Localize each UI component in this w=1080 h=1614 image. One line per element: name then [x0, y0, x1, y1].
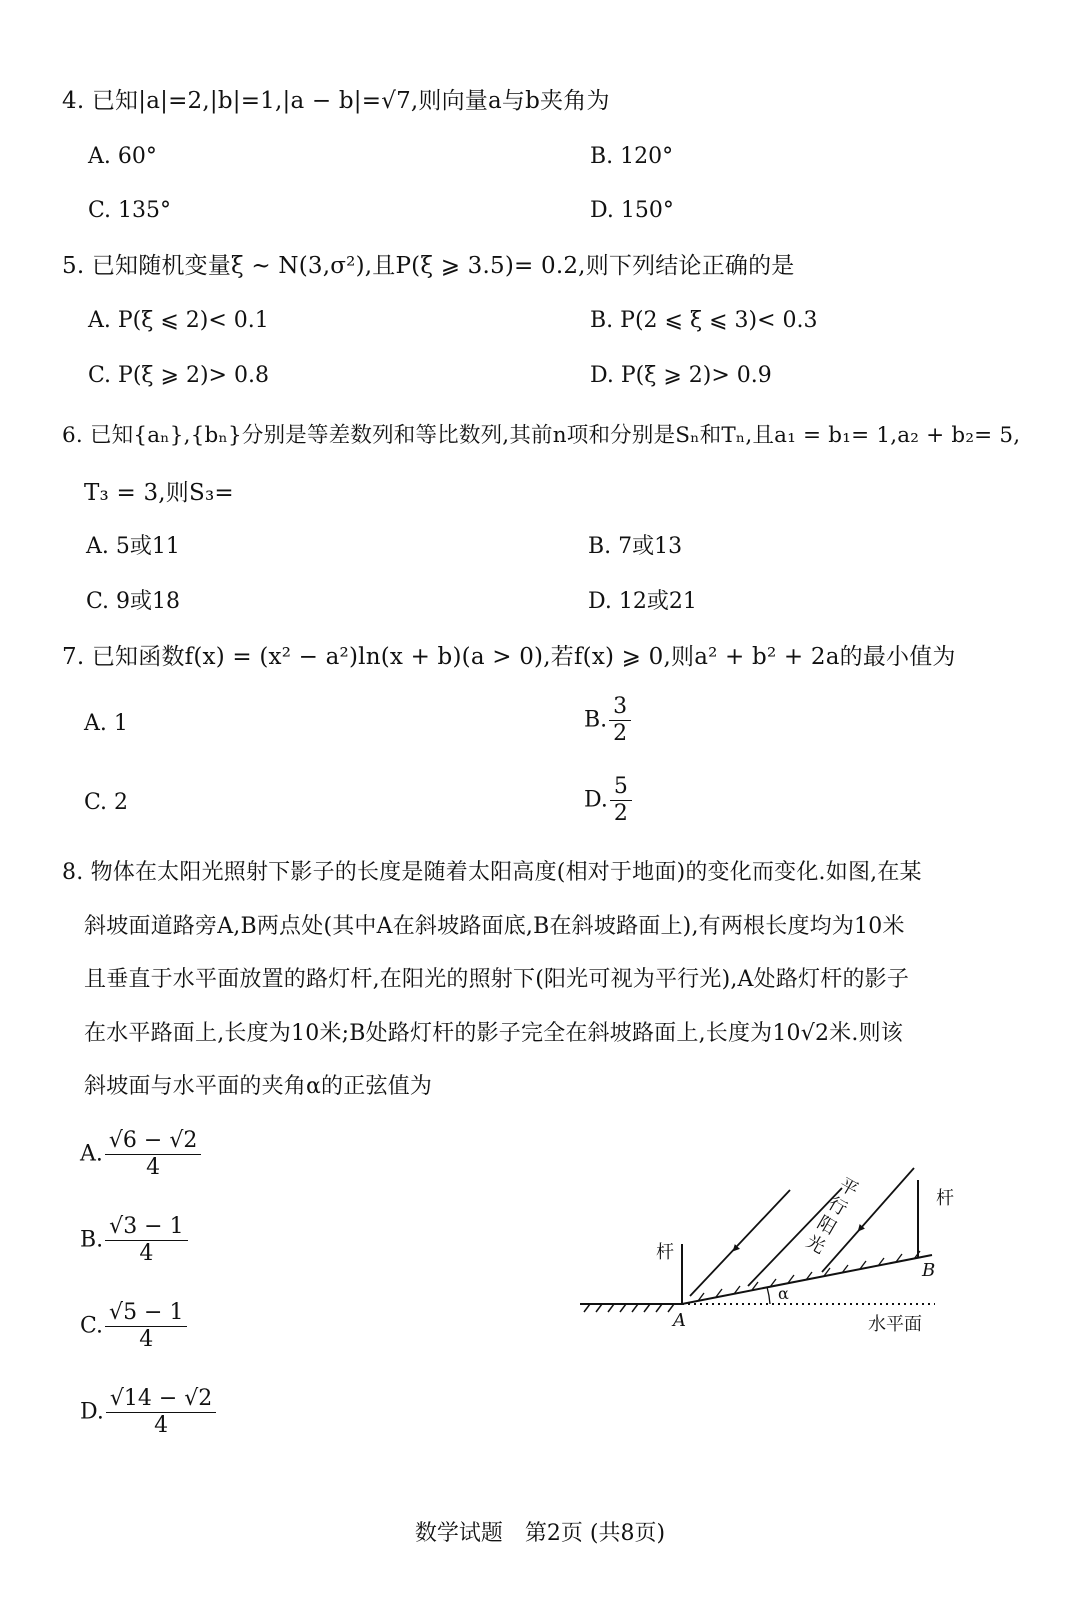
q8-option-c-denominator: 4: [139, 1327, 154, 1352]
q8-option-b-denominator: 4: [139, 1241, 154, 1266]
q8-option-d-denominator: 4: [154, 1413, 169, 1438]
figure-label-point-a: A: [673, 1310, 686, 1331]
page-footer: 数学试题 第2页 (共8页): [414, 1521, 666, 1546]
q8-option-a: [80, 1128, 201, 1181]
q8-option-a-denominator: 4: [146, 1155, 161, 1180]
q8-option-d-fraction: [106, 1386, 216, 1439]
figure-label-point-b: B: [922, 1260, 936, 1281]
q7-option-d-label: D.: [584, 787, 608, 813]
q5-option-a: A. P(ξ ⩽ 2)< 0.1: [88, 308, 269, 333]
q8-option-b: [80, 1214, 188, 1267]
q4-option-d: D. 150°: [590, 198, 674, 223]
q7-option-d-fraction: [610, 774, 632, 827]
slope-surface: [682, 1251, 932, 1304]
figure-label-pole-left: 杆: [656, 1242, 674, 1263]
q5-stem: 5. 已知随机变量ξ ~ N(3,σ²),且P(ξ ⩾ 3.5)= 0.2,则下列结论正确的是: [62, 253, 795, 279]
q8-option-c-label: C.: [80, 1313, 104, 1339]
q7-option-b-fraction: [609, 694, 631, 747]
q8-stem-line5: 斜坡面与水平面的夹角α的正弦值为: [84, 1074, 433, 1099]
q8-stem-line2: 斜坡面道路旁A,B两点处(其中A在斜坡路面底,B在斜坡路面上),有两根长度均为10米: [84, 914, 905, 939]
q7-option-a: A. 1: [84, 711, 128, 736]
q8-option-d-label: D.: [80, 1399, 104, 1425]
q6-option-a: A. 5或11: [86, 534, 180, 559]
q8-option-b-label: B.: [80, 1227, 104, 1253]
q5-option-b: B. P(2 ⩽ ξ ⩽ 3)< 0.3: [590, 308, 818, 333]
figure-label-pole-right: 杆: [936, 1188, 954, 1209]
figure-label-angle: α: [778, 1284, 789, 1303]
q4-option-b: B. 120°: [590, 144, 674, 169]
ground-left: [580, 1304, 682, 1312]
q5-option-c: C. P(ξ ⩾ 2)> 0.8: [88, 363, 269, 388]
q5-option-d: D. P(ξ ⩾ 2)> 0.9: [590, 363, 772, 388]
q8-stem-line1: 8. 物体在太阳光照射下影子的长度是随着太阳高度(相对于地面)的变化而变化.如图,在某: [62, 860, 922, 885]
figure-label-parallel-light: 平行阳光: [802, 1174, 862, 1259]
q7-option-d-numerator: 5: [610, 774, 632, 801]
q7-stem: 7. 已知函数f(x) = (x² − a²)ln(x + b)(a > 0),若f(x) ⩾ 0,则a² + b² + 2a的最小值为: [62, 644, 956, 670]
q6-option-c: C. 9或18: [86, 589, 181, 614]
q7-option-d: [584, 774, 632, 827]
q4-option-a: A. 60°: [88, 144, 157, 169]
q6-option-b: B. 7或13: [588, 534, 683, 559]
q6-option-d: D. 12或21: [588, 589, 697, 614]
q8-option-b-numerator: √3 − 1: [105, 1214, 187, 1241]
q7-option-b: [584, 694, 631, 747]
q7-option-d-denominator: 2: [613, 801, 628, 826]
q7-option-b-denominator: 2: [613, 721, 628, 746]
q8-stem-line4: 在水平路面上,长度为10米;B处路灯杆的影子完全在斜坡路面上,长度为10√2米.则该: [84, 1021, 903, 1046]
q6-stem-line1: 6. 已知{aₙ},{bₙ}分别是等差数列和等比数列,其前n项和分别是Sₙ和Tₙ,且a₁ = b₁= 1,a₂ + b₂= 5,: [62, 423, 1021, 448]
q4-option-c: C. 135°: [88, 198, 172, 223]
q6-stem-line2: T₃ = 3,则S₃=: [84, 480, 234, 506]
q8-option-c-fraction: [105, 1300, 187, 1353]
q8-option-c: [80, 1300, 187, 1353]
q8-stem-line3: 且垂直于水平面放置的路灯杆,在阳光的照射下(阳光可视为平行光),A处路灯杆的影子: [84, 967, 910, 992]
angle-arc: [767, 1287, 770, 1304]
q7-option-b-numerator: 3: [609, 694, 631, 721]
q8-option-a-numerator: √6 − √2: [105, 1128, 201, 1155]
q4-stem: 4. 已知|a|=2,|b|=1,|a − b|=√7,则向量a与b夹角为: [62, 88, 610, 114]
q7-option-b-label: B.: [584, 707, 608, 733]
q8-option-c-numerator: √5 − 1: [105, 1300, 187, 1327]
q8-option-a-fraction: [105, 1128, 201, 1181]
q7-option-c: C. 2: [84, 790, 129, 815]
q8-option-d-numerator: √14 − √2: [106, 1386, 216, 1413]
q8-option-a-label: A.: [80, 1141, 103, 1167]
q8-option-b-fraction: [105, 1214, 187, 1267]
figure-label-ground: 水平面: [868, 1314, 922, 1335]
q8-option-d: [80, 1386, 216, 1439]
